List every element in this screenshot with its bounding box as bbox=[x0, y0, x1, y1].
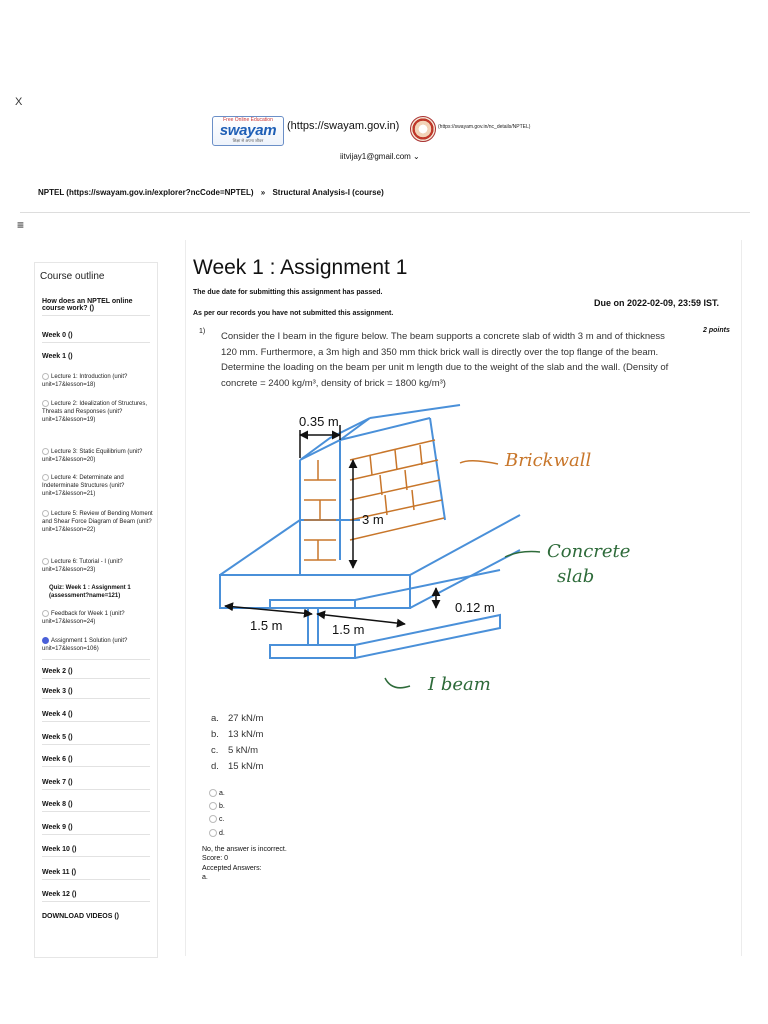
submission-notice: As per our records you have not submitted this assignment. bbox=[193, 310, 394, 317]
logo-wordmark: swayam bbox=[219, 122, 277, 139]
brickwall-shape bbox=[300, 405, 460, 575]
sidebar-item-week-7[interactable]: Week 7 () bbox=[42, 779, 150, 790]
radio-label: b. bbox=[219, 802, 225, 810]
nptel-logo[interactable] bbox=[410, 116, 436, 142]
sidebar-item-week-2[interactable]: Week 2 () bbox=[42, 659, 150, 679]
user-menu[interactable] bbox=[340, 152, 420, 161]
concrete-label: Concrete bbox=[547, 541, 631, 562]
option-letter: b. bbox=[211, 729, 219, 740]
menu-icon[interactable]: ≡ bbox=[17, 218, 25, 232]
radio-option-b[interactable] bbox=[209, 802, 225, 810]
sidebar-item-week-1[interactable]: Week 1 () bbox=[42, 353, 73, 360]
logo-tagline: Free Online Education bbox=[223, 117, 273, 123]
breadcrumb bbox=[38, 188, 384, 197]
ibeam-figure bbox=[200, 400, 640, 710]
radio-circle-icon bbox=[209, 789, 217, 797]
sidebar-item-week-11[interactable]: Week 11 () bbox=[42, 869, 150, 880]
radio-option-d[interactable] bbox=[209, 829, 225, 837]
lesson-label: Lecture 6: Tutorial - I (unit?unit=17&lesson=23) bbox=[42, 559, 123, 574]
wall-thickness-label: 0.35 m bbox=[299, 414, 339, 429]
option-text: 5 kN/m bbox=[228, 745, 259, 756]
radio-label: a. bbox=[219, 789, 225, 797]
brickwall-arrow-icon bbox=[460, 461, 498, 464]
answer-option bbox=[211, 761, 263, 772]
brick-pattern bbox=[304, 440, 444, 560]
chevron-down-icon: ⌄ bbox=[413, 152, 420, 161]
radio-label: d. bbox=[219, 829, 225, 837]
radio-circle-icon bbox=[209, 815, 217, 823]
sidebar-item-week-0[interactable]: Week 0 () bbox=[42, 332, 150, 343]
lesson-label: Assignment 1 Solution (unit?unit=17&lesson=106) bbox=[42, 638, 128, 653]
lesson-label: Quiz: Week 1 : Assignment 1 (assessment?name=121) bbox=[49, 585, 131, 599]
course-outline-sidebar bbox=[34, 262, 158, 958]
sidebar-item-week-5[interactable]: Week 5 () bbox=[42, 734, 150, 745]
ibeam-label: I beam bbox=[428, 674, 491, 695]
result-score: Score: 0 bbox=[202, 855, 229, 862]
lesson-item[interactable] bbox=[42, 448, 154, 464]
lesson-label: Feedback for Week 1 (unit?unit=17&lesson=24) bbox=[42, 611, 125, 626]
status-circle-icon bbox=[42, 558, 49, 565]
dimension-lines bbox=[225, 425, 436, 624]
sidebar-item-week-6[interactable]: Week 6 () bbox=[42, 756, 150, 767]
breadcrumb-home-link[interactable]: NPTEL (https://swayam.gov.in/explorer?ncCode=NPTEL) bbox=[38, 188, 254, 197]
lesson-label: Lecture 1: Introduction (unit?unit=17&lesson=18) bbox=[42, 374, 128, 389]
course-outline-title: Course outline bbox=[40, 271, 105, 282]
accepted-answers-label: Accepted Answers: bbox=[202, 865, 262, 872]
status-circle-icon bbox=[42, 510, 49, 517]
answer-option bbox=[211, 745, 258, 756]
sidebar-item-week-3[interactable]: Week 3 () bbox=[42, 688, 150, 699]
sidebar-item-week-10[interactable]: Week 10 () bbox=[42, 846, 150, 857]
close-button[interactable]: X bbox=[15, 96, 23, 108]
option-letter: a. bbox=[211, 713, 219, 724]
left-width-label: 1.5 m bbox=[250, 618, 283, 633]
option-letter: d. bbox=[211, 761, 219, 772]
lesson-label: Lecture 5: Review of Bending Moment and Shear Force Diagram of Beam (unit?unit=17&lesson=22) bbox=[42, 511, 153, 534]
question-number: 1) bbox=[199, 328, 206, 335]
page-title: Week 1 : Assignment 1 bbox=[193, 256, 408, 279]
question-points: 2 points bbox=[703, 327, 730, 334]
sidebar-item-download-videos[interactable]: DOWNLOAD VIDEOS () bbox=[42, 913, 119, 920]
lesson-item[interactable] bbox=[42, 637, 154, 653]
swayam-link[interactable]: (https://swayam.gov.in) bbox=[287, 120, 400, 132]
option-text: 27 kN/m bbox=[228, 713, 264, 724]
right-width-label: 1.5 m bbox=[332, 622, 365, 637]
wall-height-label: 3 m bbox=[362, 512, 384, 527]
radio-label: c. bbox=[219, 815, 225, 823]
lesson-item[interactable] bbox=[42, 558, 154, 574]
status-circle-filled-icon bbox=[42, 637, 49, 644]
status-circle-icon bbox=[42, 610, 49, 617]
sidebar-item-week-4[interactable]: Week 4 () bbox=[42, 711, 150, 722]
logo-subtitle: शिक्षा से अपना जीवन bbox=[232, 138, 264, 143]
radio-option-a[interactable] bbox=[209, 789, 225, 797]
sidebar-item-how-it-works[interactable]: How does an NPTEL online course work? () bbox=[42, 298, 150, 316]
radio-circle-icon bbox=[209, 829, 217, 837]
ibeam-arrow-icon bbox=[385, 678, 410, 688]
lesson-item[interactable] bbox=[42, 474, 154, 498]
user-email: iitvijay1@gmail.com bbox=[340, 152, 411, 161]
swayam-logo[interactable] bbox=[212, 116, 284, 146]
answer-option bbox=[211, 713, 263, 724]
brickwall-label: Brickwall bbox=[505, 450, 592, 471]
header-divider bbox=[20, 212, 750, 213]
option-text: 15 kN/m bbox=[228, 761, 264, 772]
accepted-answer: a. bbox=[202, 874, 208, 881]
lesson-item[interactable] bbox=[42, 510, 154, 534]
status-circle-icon bbox=[42, 400, 49, 407]
radio-option-c[interactable] bbox=[209, 815, 224, 823]
radio-circle-icon bbox=[209, 802, 217, 810]
option-text: 13 kN/m bbox=[228, 729, 264, 740]
breadcrumb-separator: » bbox=[260, 188, 266, 197]
lesson-item[interactable] bbox=[42, 400, 154, 424]
lesson-item-current[interactable] bbox=[49, 584, 153, 600]
nptel-link[interactable]: (https://swayam.gov.in/nc_details/NPTEL) bbox=[438, 124, 531, 130]
status-circle-icon bbox=[42, 474, 49, 481]
lesson-label: Lecture 4: Determinate and Indeterminate Structures (unit?unit=17&lesson=21) bbox=[42, 475, 125, 498]
status-circle-icon bbox=[42, 373, 49, 380]
lesson-label: Lecture 3: Static Equilibrium (unit?unit=17&lesson=20) bbox=[42, 449, 143, 464]
status-circle-icon bbox=[42, 448, 49, 455]
sidebar-item-week-12[interactable]: Week 12 () bbox=[42, 891, 150, 902]
lesson-item[interactable] bbox=[42, 610, 154, 626]
sidebar-item-week-9[interactable]: Week 9 () bbox=[42, 824, 150, 835]
lesson-label: Lecture 2: Idealization of Structures, Threats and Responses (unit?unit=17&lesson=19) bbox=[42, 401, 148, 424]
answer-option bbox=[211, 729, 263, 740]
result-status: No, the answer is incorrect. bbox=[202, 846, 287, 853]
option-letter: c. bbox=[211, 745, 219, 756]
breadcrumb-course-link[interactable]: Structural Analysis-I (course) bbox=[272, 188, 384, 197]
slab-label: slab bbox=[557, 566, 595, 587]
due-passed-notice: The due date for submitting this assignment has passed. bbox=[193, 289, 383, 296]
question-text: Consider the I beam in the figure below. The beam supports a concrete slab of width 3 m and of thickness 120 mm. Furthermore, a 3m high and 350 mm thick brick wall is directly over the top flange of the beam. Determine the loading on the beam per unit m length due to the weight of the slab and the wall. (Density of concrete = 2400 kg/m³, density of brick = 1800 kg/m³) bbox=[221, 331, 669, 389]
lesson-item[interactable] bbox=[42, 373, 154, 389]
slab-thickness-label: 0.12 m bbox=[455, 600, 495, 615]
concrete-slab-shape bbox=[220, 515, 520, 608]
sidebar-item-week-8[interactable]: Week 8 () bbox=[42, 801, 150, 812]
due-date: Due on 2022-02-09, 23:59 IST. bbox=[594, 298, 720, 308]
